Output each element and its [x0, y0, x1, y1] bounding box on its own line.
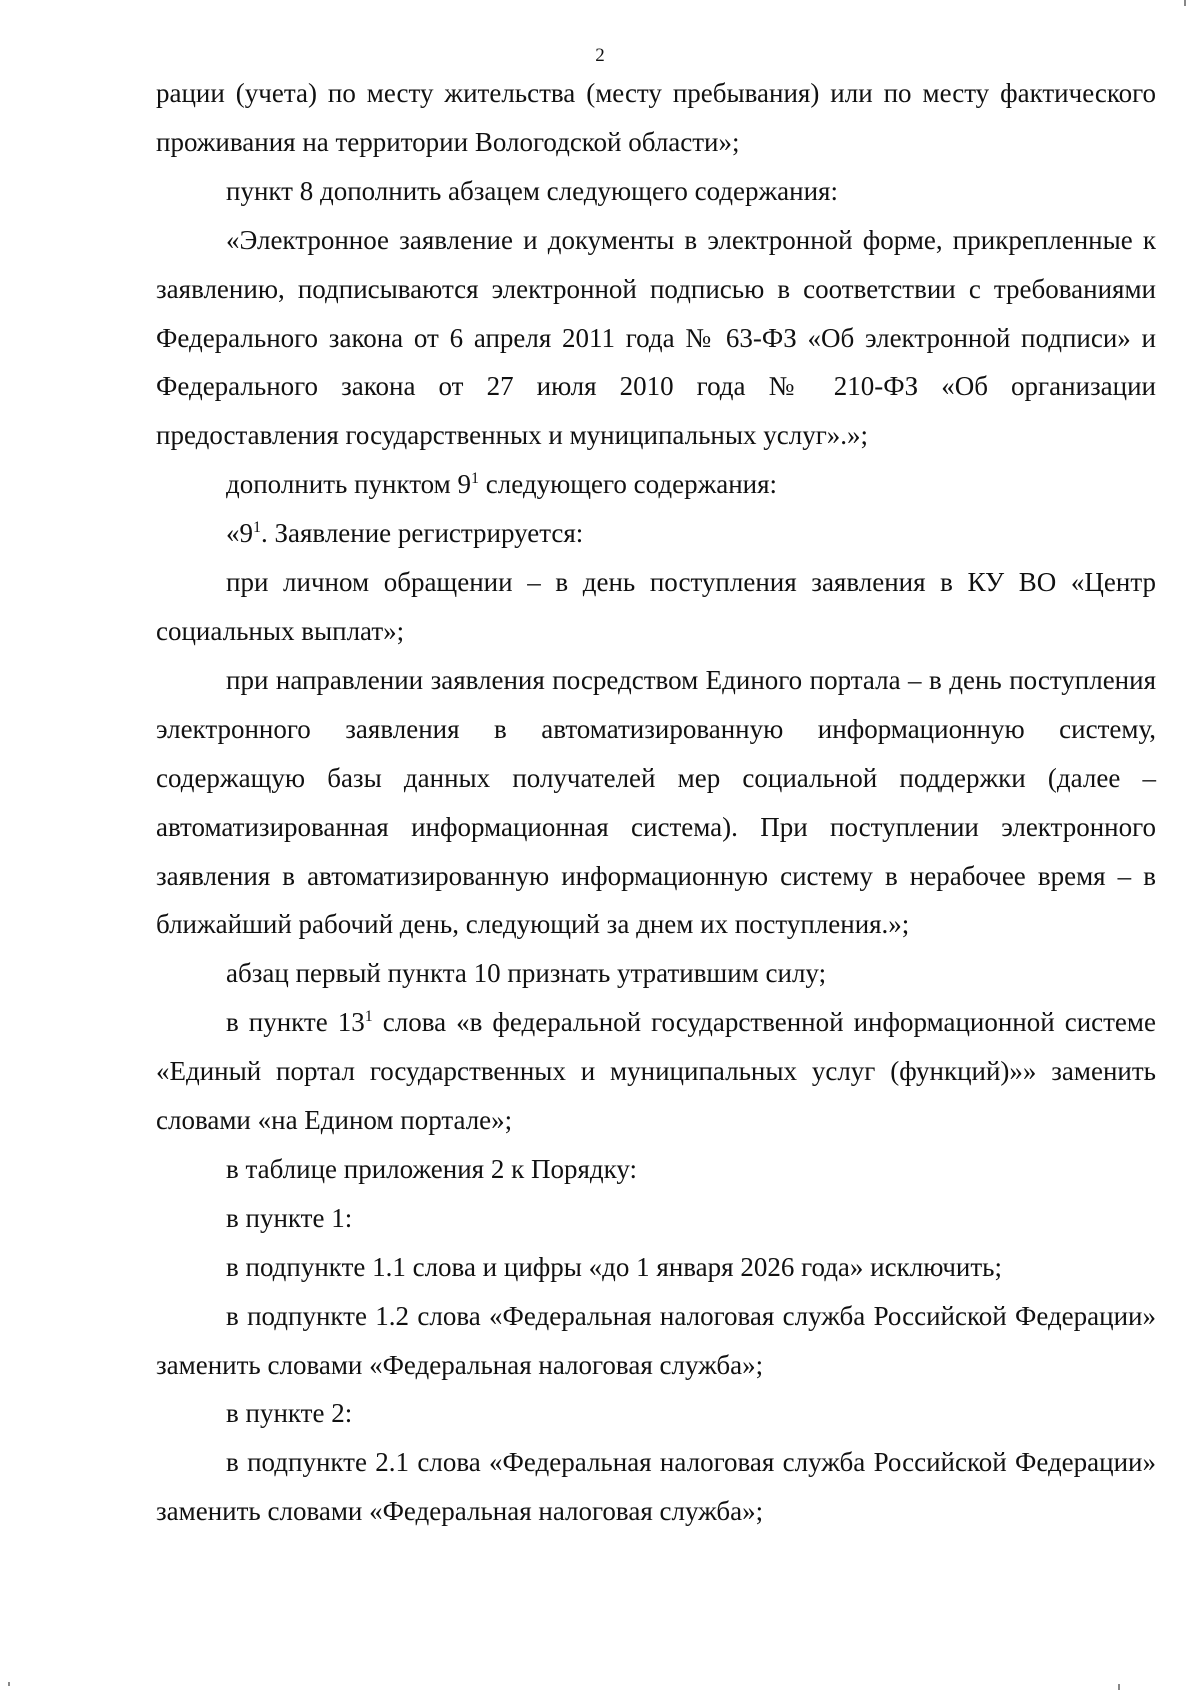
- superscript: 1: [471, 470, 479, 488]
- text-run: в пункте 13: [226, 1007, 365, 1038]
- text-run: «9: [226, 518, 253, 549]
- scan-edge-mark: [1118, 1684, 1120, 1690]
- paragraph-quote-electronic-signature: «Электронное заявление и документы в электронной форме, прикрепленные к заявлению, подписываются электронной подписью в соответствии с требованиями Федерального закона от 6 апреля 2011 года № 63-ФЗ «Об электронной подписи» и Федерального закона от 27 июля 2010 года № 210-ФЗ «Об организации предоставления государственных и муниципальных услуг».»;: [156, 224, 1156, 451]
- text-run: . Заявление регистрируется:: [261, 518, 584, 549]
- paragraph: при направлении заявления посредством Единого портала – в день поступления электронного заявления в автоматизированную информационную систему, содержащую базы данных получателей мер социальной поддержки (далее – автоматизированная информационная система). При поступлении электронного заявления в автоматизированную информационную систему в нерабочее время – в ближайший рабочий день, следующий за днем их поступления.»;: [156, 664, 1156, 940]
- paragraph: пункт 8 дополнить абзацем следующего содержания:: [226, 175, 838, 206]
- paragraph: [156, 460, 1156, 509]
- paragraph: [156, 998, 1156, 1145]
- paragraph-continuation: рации (учета) по месту жительства (месту пребывания) или по месту фактического проживания на территории Вологодской области»;: [156, 78, 1156, 157]
- page-number: 2: [595, 45, 605, 66]
- scan-edge-mark: [1184, 0, 1186, 6]
- paragraph: в таблице приложения 2 к Порядку:: [226, 1153, 637, 1184]
- superscript: 1: [364, 1008, 373, 1026]
- paragraph: [156, 509, 1156, 558]
- paragraph: в подпункте 1.2 слова «Федеральная налоговая служба Российской Федерации» заменить словами «Федеральная налоговая служба»;: [156, 1300, 1156, 1380]
- text-run: дополнить пунктом 9: [226, 469, 471, 500]
- paragraph: в пункте 1:: [226, 1202, 353, 1233]
- superscript: 1: [253, 519, 261, 537]
- scan-edge-mark: [8, 1682, 10, 1686]
- paragraph: в пункте 2:: [226, 1398, 353, 1429]
- paragraph: при личном обращении – в день поступления заявления в КУ ВО «Центр социальных выплат»;: [156, 567, 1156, 646]
- paragraph: в подпункте 2.1 слова «Федеральная налоговая служба Российской Федерации» заменить словами «Федеральная налоговая служба»;: [156, 1447, 1156, 1527]
- document-body: [156, 69, 1156, 1536]
- paragraph: абзац первый пункта 10 признать утратившим силу;: [226, 958, 827, 989]
- paragraph: в подпункте 1.1 слова и цифры «до 1 января 2026 года» исключить;: [226, 1251, 1002, 1282]
- text-run: следующего содержания:: [479, 469, 778, 500]
- text-run: слова «в федеральной государственной информационной системе «Единый портал государственных и муниципальных услуг (функций)»» заменить словами «на Едином портале»;: [156, 1007, 1156, 1136]
